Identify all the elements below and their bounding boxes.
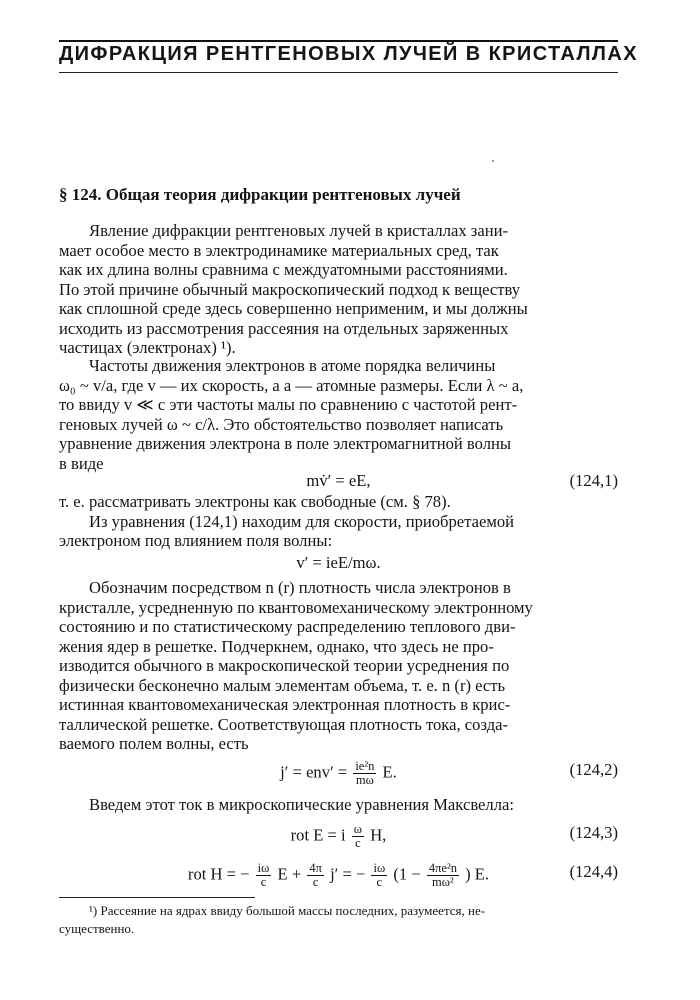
paragraph-maxwell <box>59 795 618 815</box>
fraction <box>256 862 272 889</box>
footnote-line: существенно. <box>59 921 135 936</box>
footnote <box>59 902 618 938</box>
text-line: уравнение движения электрона в поле электромагнитной волны <box>59 434 512 453</box>
equation-body <box>59 862 618 889</box>
fraction-denominator: c <box>355 836 361 850</box>
section-title: § 124. Общая теория дифракции рентгеновых лучей <box>59 185 461 204</box>
fraction <box>353 760 376 787</box>
footnote-rule <box>59 897 255 898</box>
fraction-numerator: ω <box>353 822 363 836</box>
text-line: частицах (электронах) ¹). <box>59 338 236 357</box>
text-line: По этой причине обычный макроскопический подход к веществу <box>59 279 521 299</box>
fraction-numerator: 4π <box>309 861 322 875</box>
fraction <box>371 862 387 889</box>
text-line: т. е. рассматривать электроны как свободные (см. § 78). <box>59 492 451 511</box>
equation-term: j′ = − <box>330 864 366 884</box>
text-line: ω₀ ~ v/a, где v — их скорость, а a — атомные размеры. Если λ ~ a, <box>59 375 524 395</box>
paragraph-free-electrons <box>59 492 618 551</box>
header-bottom-rule <box>59 72 618 73</box>
text-line: Обозначим посредством n (r) плотность числа электронов в <box>89 578 511 597</box>
text-line: истинная квантовомеханическая электронная плотность в крис- <box>59 695 511 714</box>
paragraph-density <box>59 578 618 754</box>
text-line: ваемого полем волны, есть <box>59 734 249 753</box>
fraction <box>307 862 324 889</box>
text-line: жения ядер в решетке. Подчеркнем, однако, что здесь не про- <box>59 636 494 656</box>
paragraph-frequencies <box>59 356 618 473</box>
fraction <box>352 823 364 850</box>
text-line: физически бесконечно малым элементам объема, т. е. n (r) есть <box>59 675 506 695</box>
text-line: изводится обычного в макроскопической теории усреднения по <box>59 656 510 675</box>
text-line: в виде <box>59 453 104 473</box>
text-line: исходить из рассмотрения рассеяния на отдельных заряженных <box>59 318 509 338</box>
fraction-denominator: mω <box>355 773 374 787</box>
equation-number: (124,1) <box>569 471 618 490</box>
print-speck <box>492 160 494 162</box>
text-line: состоянию и по статистическому распределению теплового дви- <box>59 617 516 636</box>
footnote-line: ¹) Рассеяние на ядрах ввиду большой массы последних, разумеется, не- <box>89 903 486 918</box>
text-line: то ввиду v ≪ c эти частоты малы по сравнению с частотой рент- <box>59 395 518 414</box>
equation-lhs: j′ = env′ = <box>280 762 348 782</box>
equation-term: E + <box>277 864 302 884</box>
chapter-title: ДИФРАКЦИЯ РЕНТГЕНОВЫХ ЛУЧЕЙ В КРИСТАЛЛАХ <box>59 43 638 65</box>
fraction <box>427 862 459 889</box>
equation-body: mv̇′ = eE, <box>306 471 371 490</box>
text-line: Частоты движения электронов в атоме порядка величины <box>89 356 496 375</box>
equation-lhs: rot H = − <box>187 864 250 884</box>
text-line: геновых лучей ω ~ c/λ. Это обстоятельство позволяет написать <box>59 414 504 434</box>
text-line: Из уравнения (124,1) находим для скорости, приобретаемой <box>89 511 515 531</box>
fraction-denominator: c <box>260 875 267 889</box>
fraction-numerator: ie²n <box>355 759 375 773</box>
equation-lhs: rot E = i <box>290 825 346 845</box>
text-line: Явление дифракции рентгеновых лучей в кристаллах зани- <box>89 221 508 240</box>
equation-paren-open: (1 − <box>393 864 421 884</box>
fraction-numerator: iω <box>257 861 270 875</box>
equation-paren-close: ) E. <box>465 864 490 884</box>
text-line: как их длина волны сравнима с междуатомными расстояниями. <box>59 260 508 279</box>
text-line: электроном под влиянием поля волны: <box>59 531 333 550</box>
equation-number: (124,2) <box>569 760 618 779</box>
equation-number: (124,3) <box>569 823 618 842</box>
fraction-denominator: c <box>312 875 319 889</box>
equation-rhs: H, <box>370 825 387 845</box>
equation-body: v′ = ieE/mω. <box>296 553 381 572</box>
text-line: кристалле, усредненную по квантовомеханическому электронному <box>59 597 533 617</box>
text-line: Введем этот ток в микроскопические уравнения Максвелла: <box>89 795 514 814</box>
equation-rhs: E. <box>382 762 397 782</box>
paragraph-intro <box>59 221 618 358</box>
equation-body <box>59 823 618 850</box>
fraction-denominator: c <box>376 875 383 889</box>
fraction-denominator: mω² <box>432 875 454 889</box>
fraction-numerator: iω <box>373 861 386 875</box>
equation-number: (124,4) <box>569 862 618 881</box>
equation-body <box>59 760 618 787</box>
text-line: мает особое место в электродинамике материальных сред, так <box>59 240 499 260</box>
text-line: как сплошной среде здесь совершенно неприменим, и мы должны <box>59 299 528 318</box>
fraction-numerator: 4πe²n <box>428 861 457 875</box>
text-line: таллической решетке. Соответствующая плотность тока, созда- <box>59 714 509 734</box>
